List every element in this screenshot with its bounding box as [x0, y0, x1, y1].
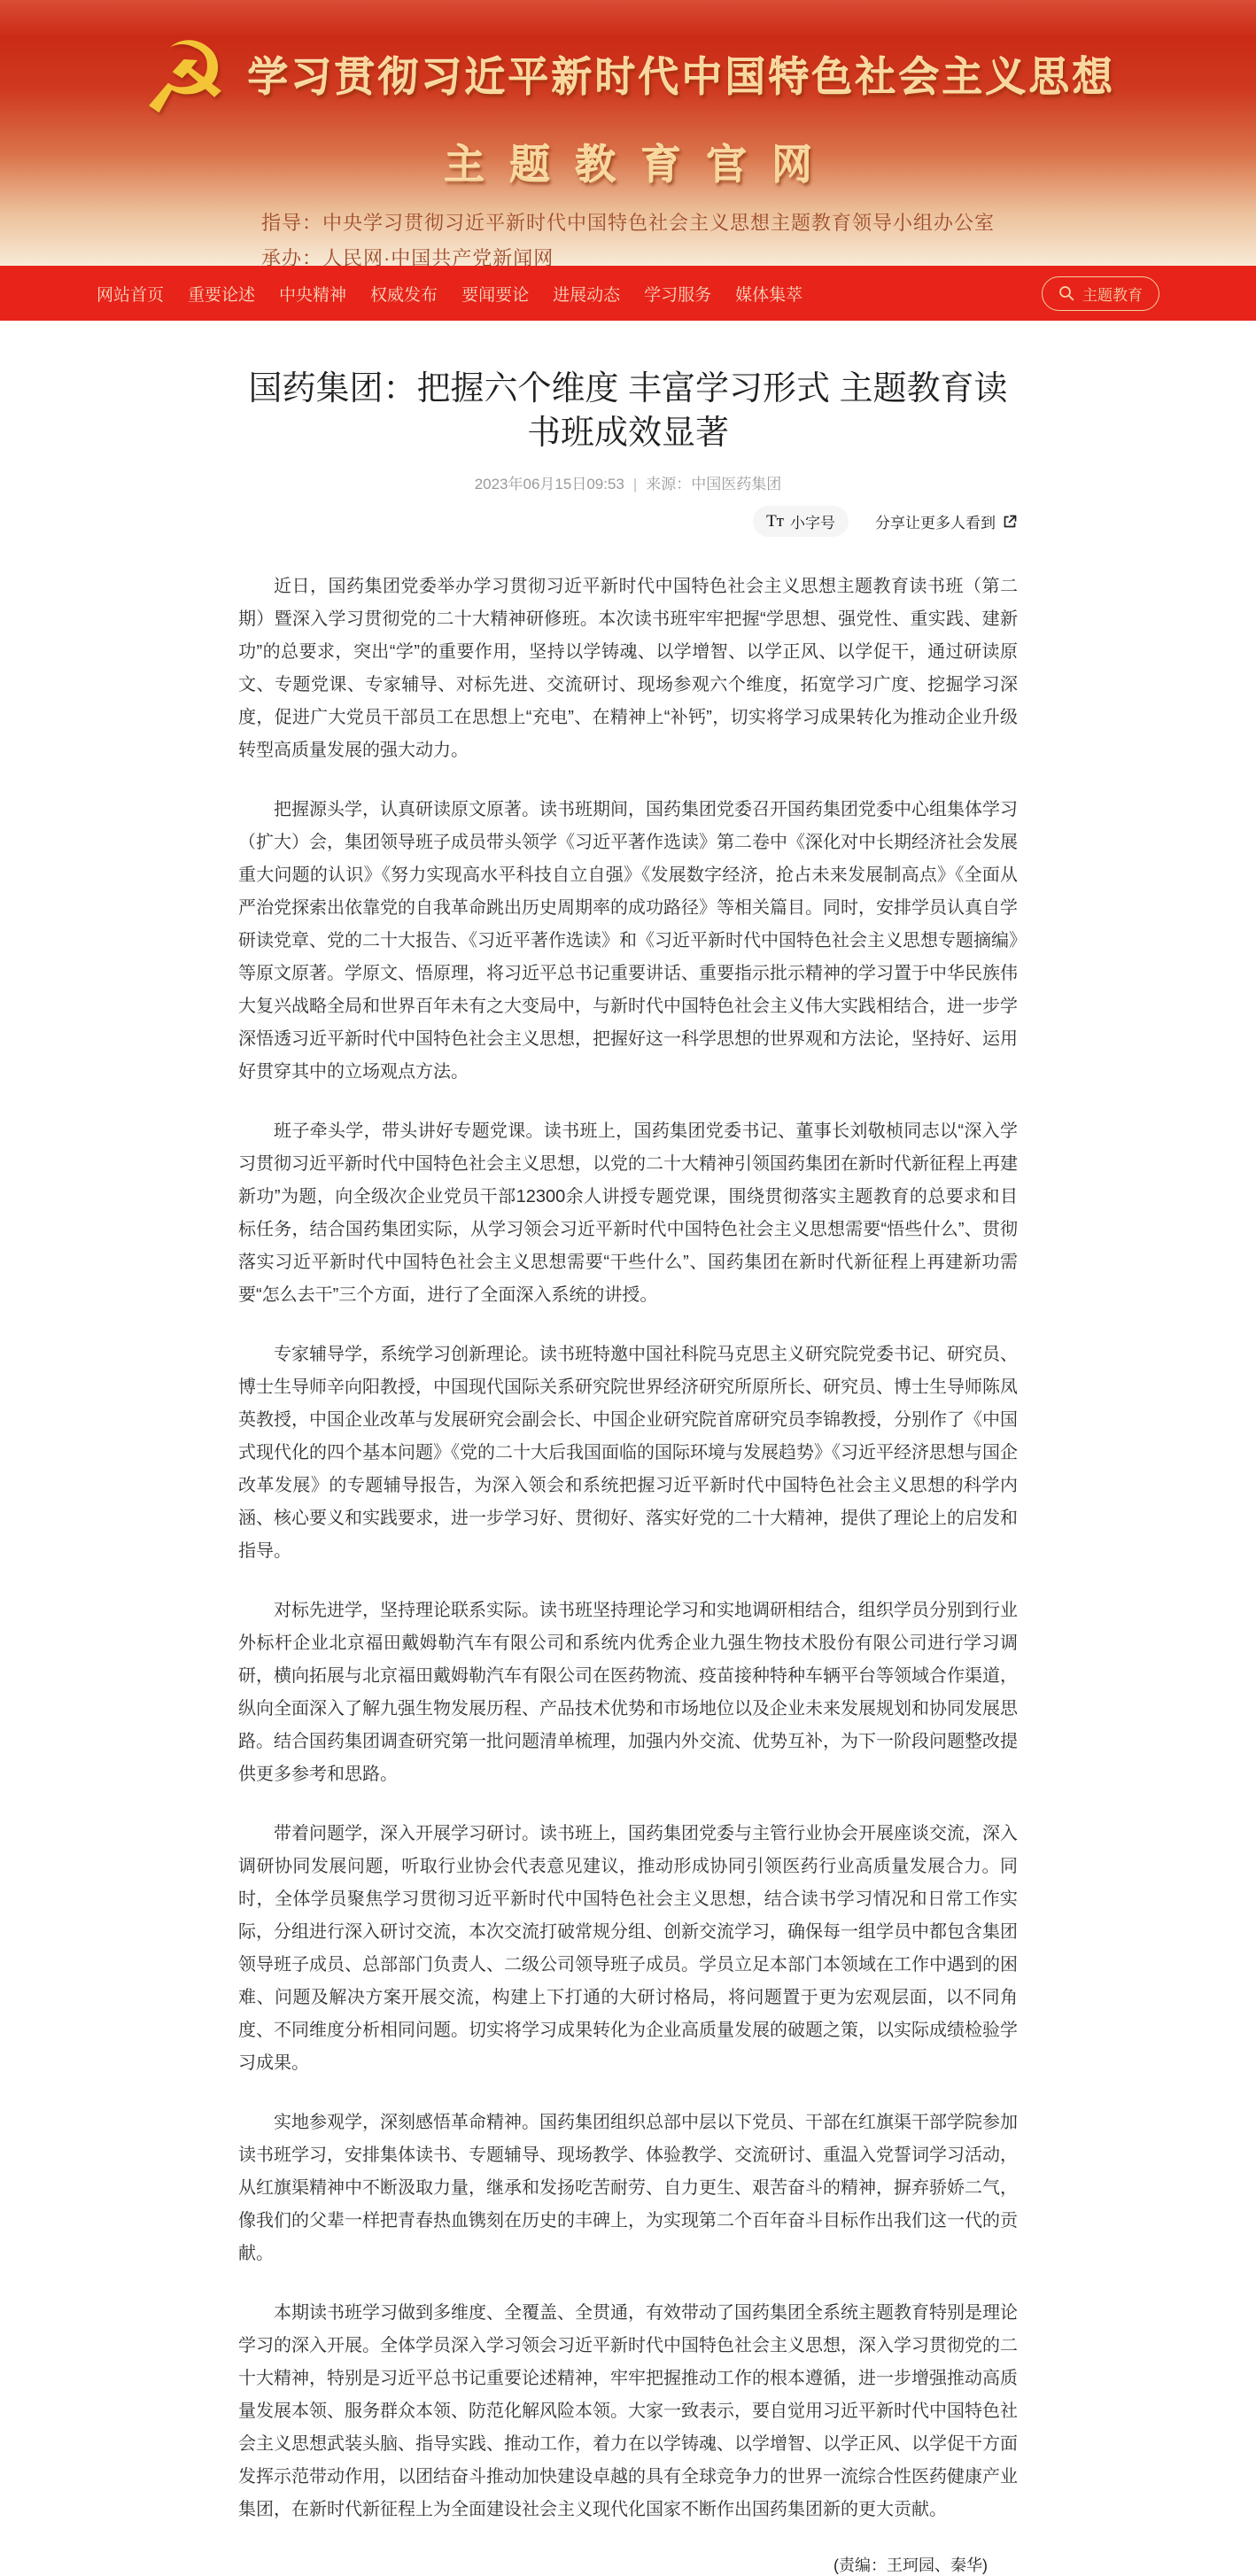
nav-item-7[interactable]: 学习服务	[644, 285, 712, 305]
site-banner	[0, 0, 1256, 269]
article-paragraph: 近日，国药集团党委举办学习贯彻习近平新时代中国特色社会主义思想主题教育读书班（第二期）暨深入学习贯彻党的二十大精神研修班。本次读书班牢牢把握“学思想、强党性、重实践、建新功”的总要求，突出“学”的重要作用，坚持以学铸魂、以学增智、以学正风、以学促干，通过研读原文、专题党课、专家辅导、对标先进、交流研讨、现场参观六个维度，拓宽学习广度、挖掘学习深度，促进广大党员干部员工在思想上“充电”、在精神上“补钙”，切实将学习成果转化为推动企业升级转型高质量发展的强大动力。	[238, 577, 1018, 760]
article-paragraph: 把握源头学，认真研读原文原著。读书班期间，国药集团党委召开国药集团党委中心组集体学习（扩大）会，集团领导班子成员带头领学《习近平著作选读》第二卷中《深化对中长期经济社会发展重大问题的认识》《努力实现高水平科技自立自强》《发展数字经济，抢占未来发展制高点》《全面从严治党探索出依靠党的自我革命跳出历史周期率的成功路径》等相关篇目。同时，安排学员认真自学研读党章、党的二十大报告、《习近平著作选读》和《习近平新时代中国特色社会主义思想专题摘编》等原文原著。学原文、悟原理，将习近平总书记重要讲话、重要指示批示精神的学习置于中华民族伟大复兴战略全局和世界百年未有之大变局中，与新时代中国特色社会主义伟大实践相结合，进一步学深悟透习近平新时代中国特色社会主义思想，把握好这一科学思想的世界观和方法论，坚持好、运用好贯穿其中的立场观点方法。	[238, 800, 1018, 1082]
site-title-line2: 主题教育官网	[444, 142, 837, 188]
article-paragraph: 带着问题学，深入开展学习研讨。读书班上，国药集团党委与主管行业协会开展座谈交流，深入调研协同发展问题，听取行业协会代表意见建议，推动形成协同引领医药行业高质量发展合力。同时，全体学员聚焦学习贯彻习近平新时代中国特色社会主义思想，结合读书学习情况和日常工作实际，分组进行深入研讨交流，本次交流打破常规分组、创新交流学习，确保每一组学员中都包含集团领导班子成员、总部部门负责人、二级公司领导班子成员。学员立足本部门本领域在工作中遇到的困难、问题及解决方案开展交流，构建上下打通的大研讨格局，将问题置于更为宏观层面，以不同角度、不同维度分析相同问题。切实将学习成果转化为企业高质量发展的破题之策，以实际成绩检验学习成果。	[238, 1824, 1018, 2073]
article-paragraph: 本期读书班学习做到多维度、全覆盖、全贯通，有效带动了国药集团全系统主题教育特别是理论学习的深入开展。全体学员深入学习领会习近平新时代中国特色社会主义思想，深入学习贯彻党的二十大精神，特别是习近平总书记重要论述精神，牢牢把握推动工作的根本遵循，进一步增强推动高质量发展本领、服务群众本领、防范化解风险本领。大家一致表示，要自觉用习近平新时代中国特色社会主义思想武装头脑、指导实践、推动工作，着力在以学铸魂、以学增智、以学正风、以学促干方面发挥示范带动作用，以团结奋斗推动加快建设卓越的具有全球竞争力的世界一流综合性医药健康产业集团，在新时代新征程上为全面建设社会主义现代化国家不断作出国药集团新的更大贡献。	[238, 2303, 1018, 2519]
font-size-button[interactable]	[753, 506, 849, 537]
organizer-line: 承办：人民网·中国共产党新闻网	[260, 247, 554, 269]
article-source: 来源：中国医药集团	[646, 476, 782, 493]
article-title: 国药集团：把握六个维度 丰富学习形式 主题教育读书班成效显著	[248, 370, 1008, 452]
article-paragraph: 班子牵头学，带头讲好专题党课。读书班上，国药集团党委书记、董事长刘敬桢同志以“深入学习贯彻习近平新时代中国特色社会主义思想，以党的二十大精神引领国药集团在新时代新征程上再建新功”为题，向全级次企业党员干部12300余人讲授专题党课，围绕贯彻落实主题教育的总要求和目标任务，结合国药集团实际，从学习领会习近平新时代中国特色社会主义思想需要“悟些什么”、贯彻落实习近平新时代中国特色社会主义思想需要“干些什么”、国药集团在新时代新征程上再建新功需要“怎么去干”三个方面，进行了全面深入系统的讲授。	[238, 1121, 1018, 1305]
font-size-icon: Tт	[766, 511, 784, 531]
search-button[interactable]	[1042, 276, 1159, 311]
search-button-label: 主题教育	[1082, 286, 1143, 304]
editors-line: (责编：王珂园、秦华)	[833, 2557, 988, 2574]
font-size-label: 小字号	[790, 515, 835, 531]
nav-item-1[interactable]: 网站首页	[97, 285, 165, 305]
share-button[interactable]	[875, 510, 1018, 532]
article-toolbar	[238, 506, 1018, 537]
nav-item-5[interactable]: 要闻要论	[461, 285, 530, 305]
share-label: 分享让更多人看到	[875, 515, 996, 531]
guidance-line: 指导：中央学习贯彻习近平新时代中国特色社会主义思想主题教育领导小组办公室	[260, 212, 995, 234]
main-navbar	[0, 266, 1256, 321]
nav-item-2[interactable]: 重要论述	[188, 285, 256, 305]
nav-items	[97, 282, 802, 306]
article-paragraph: 对标先进学，坚持理论联系实际。读书班坚持理论学习和实地调研相结合，组织学员分别到行业外标杆企业北京福田戴姆勒汽车有限公司和系统内优秀企业九强生物技术股份有限公司进行学习调研，横向拓展与北京福田戴姆勒汽车有限公司在医药物流、疫苗接种特种车辆平台等领域合作渠道，纵向全面深入了解九强生物发展历程、产品技术优势和市场地位以及企业未来发展规划和协同发展思路。结合国药集团调查研究第一批问题清单梳理，加强内外交流、优势互补，为下一阶段问题整改提供更多参考和思路。	[238, 1601, 1018, 1784]
nav-item-4[interactable]: 权威发布	[370, 285, 438, 305]
search-icon	[1058, 285, 1074, 301]
meta-separator: |	[632, 476, 638, 493]
site-title-line1: 学习贯彻习近平新时代中国特色社会主义思想	[247, 54, 1116, 100]
article-paragraph: 实地参观学，深刻感悟革命精神。国药集团组织总部中层以下党员、干部在红旗渠干部学院参加读书班学习，安排集体读书、专题辅导、现场教学、体验教学、交流研讨、重温入党誓词学习活动，从红旗渠精神中不断汲取力量，继承和发扬吃苦耐劳、自力更生、艰苦奋斗的精神，摒弃骄娇二气，像我们的父辈一样把青春热血镌刻在历史的丰碑上，为实现第二个百年奋斗目标作出我们这一代的贡献。	[238, 2113, 1018, 2263]
article-paragraph: 专家辅导学，系统学习创新理论。读书班特邀中国社科院马克思主义研究院党委书记、研究员、博士生导师辛向阳教授，中国现代国际关系研究院世界经济研究所原所长、研究员、博士生导师陈凤英教授，中国企业改革与发展研究会副会长、中国企业研究院首席研究员李锦教授，分别作了《中国式现代化的四个基本问题》《党的二十大后我国面临的国际环境与发展趋势》《习近平经济思想与国企改革发展》的专题辅导报告，为深入领会和系统把握习近平新时代中国特色社会主义思想的科学内涵、核心要义和实践要求，进一步学习好、贯彻好、落实好党的二十大精神，提供了理论上的启发和指导。	[238, 1345, 1018, 1561]
nav-item-3[interactable]: 中央精神	[279, 285, 347, 305]
article-meta	[238, 471, 1018, 493]
article-body	[238, 570, 1018, 2526]
share-external-icon	[1002, 514, 1018, 530]
party-emblem-icon: ☭	[140, 23, 230, 134]
article-date: 2023年06月15日09:53	[474, 476, 624, 493]
article-container	[238, 321, 1018, 2576]
banner-heading	[141, 25, 1115, 191]
nav-item-8[interactable]: 媒体集萃	[735, 285, 803, 305]
nav-item-6[interactable]: 进展动态	[553, 285, 621, 305]
